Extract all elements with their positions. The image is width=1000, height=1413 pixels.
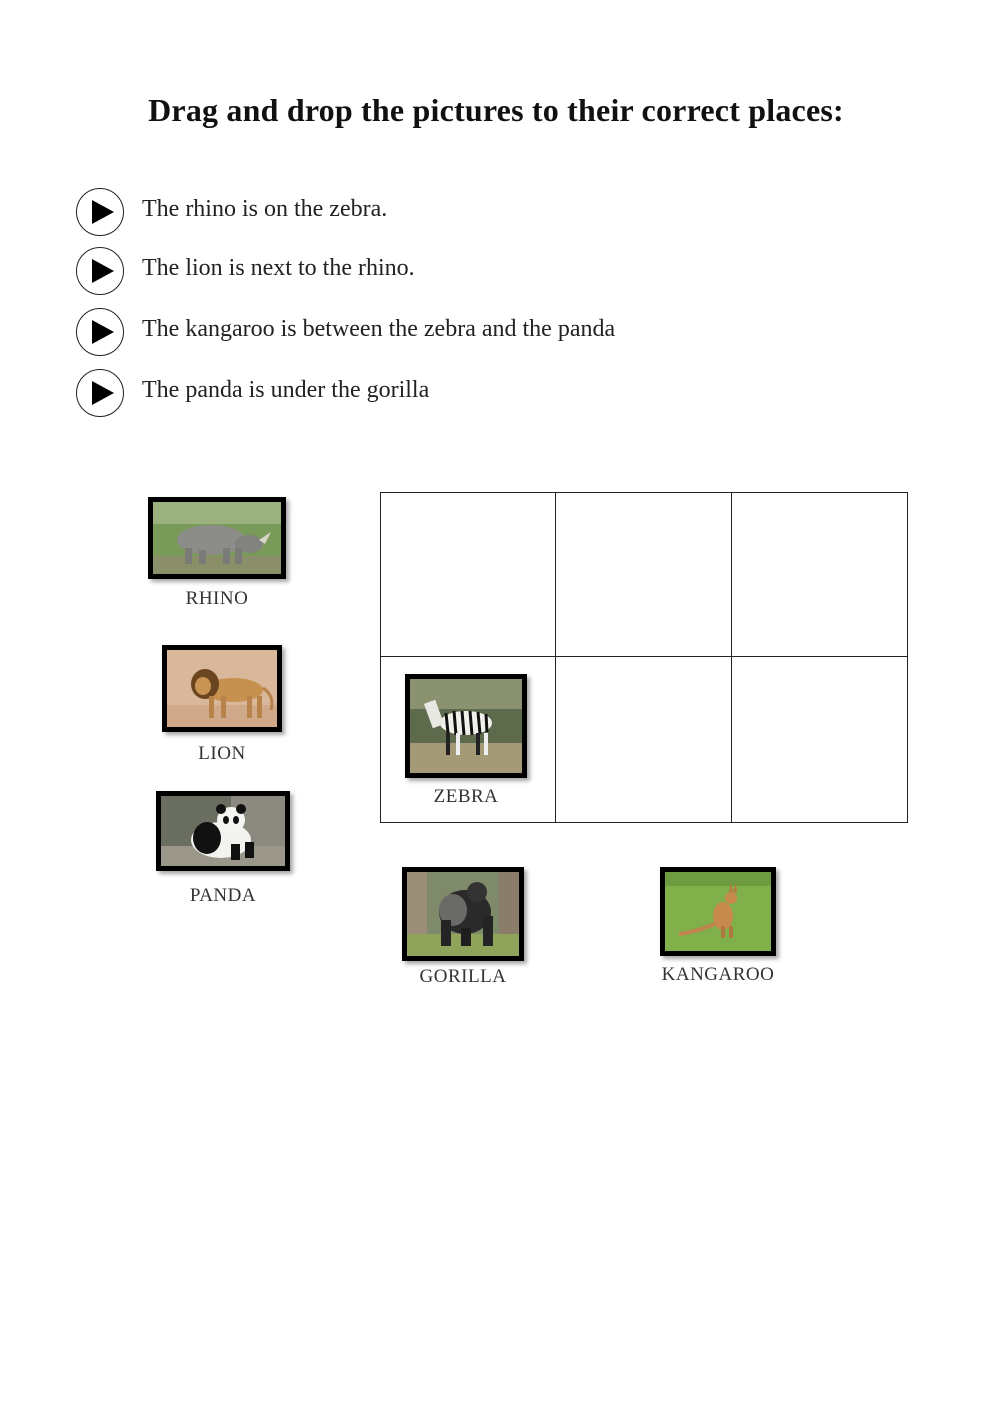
panda-card bbox=[156, 791, 290, 909]
instruction-text: The rhino is on the zebra. bbox=[142, 196, 388, 222]
play-icon bbox=[89, 258, 115, 284]
zebra-photo-icon bbox=[410, 679, 522, 773]
rhino-label: RHINO bbox=[185, 588, 249, 609]
lion-photo-icon bbox=[167, 650, 277, 727]
zebra-label: ZEBRA bbox=[433, 786, 499, 807]
play-icon bbox=[89, 199, 115, 225]
lion-picture[interactable] bbox=[162, 645, 282, 732]
gorilla-picture[interactable] bbox=[402, 867, 524, 961]
rhino-card bbox=[148, 497, 286, 612]
panda-picture[interactable] bbox=[156, 791, 290, 871]
drop-cell-top-left[interactable] bbox=[381, 493, 556, 657]
play-audio-button[interactable] bbox=[76, 308, 124, 356]
gorilla-card bbox=[402, 867, 524, 991]
zebra-picture[interactable] bbox=[405, 674, 527, 778]
panda-photo-icon bbox=[161, 796, 285, 866]
panda-label: PANDA bbox=[189, 885, 257, 906]
lion-label: LION bbox=[198, 743, 246, 764]
play-audio-button[interactable] bbox=[76, 188, 124, 236]
instruction-text: The kangaroo is between the zebra and the panda bbox=[142, 316, 616, 342]
drop-cell-top-middle[interactable] bbox=[556, 493, 732, 657]
instruction-text: The lion is next to the rhino. bbox=[142, 255, 415, 281]
kangaroo-picture[interactable] bbox=[660, 867, 776, 956]
gorilla-label: GORILLA bbox=[419, 966, 507, 987]
drop-cell-bottom-right[interactable] bbox=[732, 657, 907, 822]
rhino-photo-icon bbox=[153, 502, 281, 574]
instruction-text: The panda is under the gorilla bbox=[142, 377, 430, 403]
kangaroo-label: KANGAROO bbox=[661, 964, 775, 985]
play-audio-button[interactable] bbox=[76, 369, 124, 417]
lion-card bbox=[162, 645, 282, 767]
play-icon bbox=[89, 319, 115, 345]
play-icon bbox=[89, 380, 115, 406]
kangaroo-photo-icon bbox=[665, 872, 771, 951]
rhino-picture[interactable] bbox=[148, 497, 286, 579]
page-title: Drag and drop the pictures to their correct places: bbox=[148, 92, 844, 128]
zebra-card bbox=[405, 674, 527, 810]
play-audio-button[interactable] bbox=[76, 247, 124, 295]
drop-cell-top-right[interactable] bbox=[732, 493, 907, 657]
drop-cell-bottom-middle[interactable] bbox=[556, 657, 732, 822]
kangaroo-card bbox=[660, 867, 776, 989]
gorilla-photo-icon bbox=[407, 872, 519, 956]
